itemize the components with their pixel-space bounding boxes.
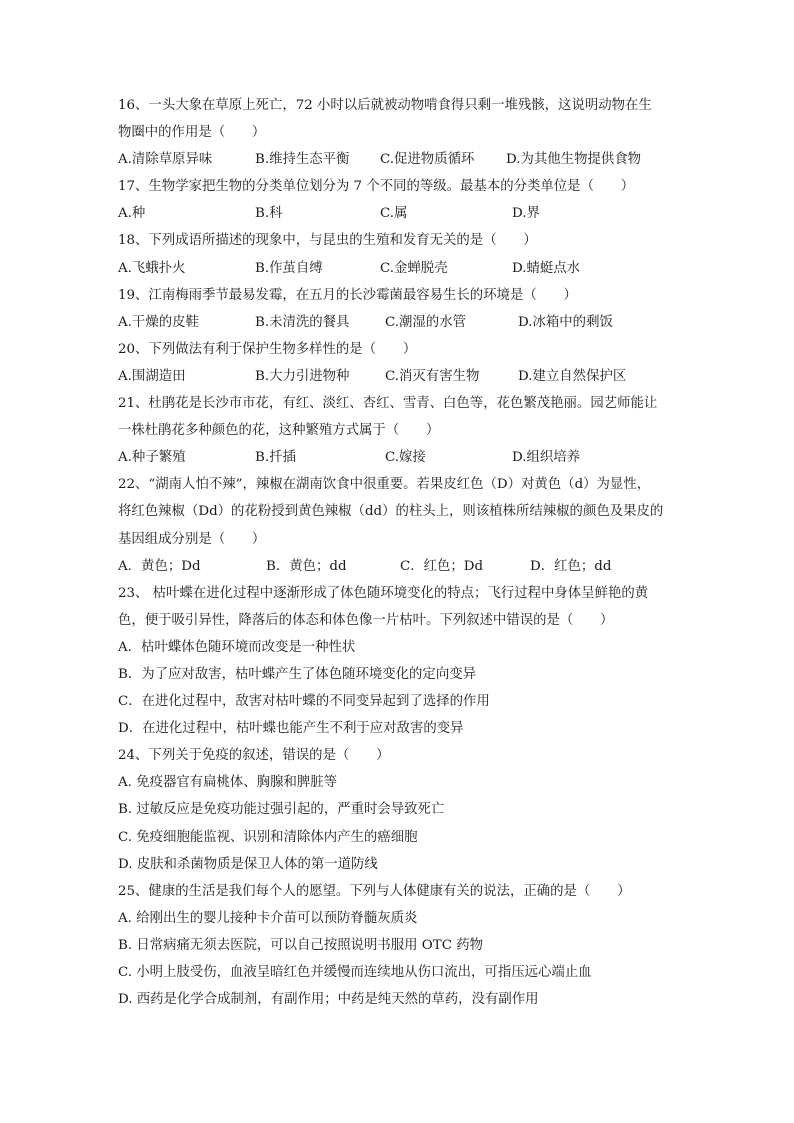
q24-option-a: A. 免疫器官有扁桃体、胸腺和脾脏等 xyxy=(118,775,338,791)
q22-option-a: A．黄色；Dd xyxy=(118,558,201,574)
q16-option-a: A.清除草原异味 xyxy=(118,152,213,168)
q23-option-b: B．为了应对敌害，枯叶蝶产生了体色随环境变化的定向变异 xyxy=(118,666,476,682)
q25-option-d: D. 西药是化学合成制剂，有副作用；中药是纯天然的草药，没有副作用 xyxy=(118,992,539,1008)
q22-option-c: C．红色；Dd xyxy=(400,558,484,574)
question-20-stem: 20、下列做法有利于保护生物多样性的是（ ） xyxy=(118,341,417,357)
q20-option-b: B.大力引进物种 xyxy=(255,368,350,384)
q17-option-c: C.属 xyxy=(380,206,408,222)
q24-option-c: C. 免疫细胞能监视、识别和清除体内产生的癌细胞 xyxy=(118,829,418,845)
question-22-stem-line-2: 将红色辣椒（Dd）的花粉授到黄色辣椒（dd）的柱头上，则该植株所结辣椒的颜色及果皮的 xyxy=(118,504,664,520)
q18-option-c: C.金蝉脱壳 xyxy=(380,260,448,276)
q16-option-c: C.促进物质循环 xyxy=(380,152,475,168)
q25-option-a: A. 给刚出生的婴儿接种卡介苗可以预防脊髓灰质炎 xyxy=(118,910,418,926)
q21-option-a: A.种子繁殖 xyxy=(118,450,186,466)
q19-option-d: D.冰箱中的剩饭 xyxy=(518,314,613,330)
q23-option-c: C．在进化过程中，敌害对枯叶蝶的不同变异起到了选择的作用 xyxy=(118,694,490,710)
q18-option-b: B.作茧自缚 xyxy=(255,260,323,276)
q18-option-a: A.飞蛾扑火 xyxy=(118,260,186,276)
question-22-options xyxy=(118,553,684,580)
question-17-options xyxy=(118,200,684,227)
q16-option-b: B.维持生态平衡 xyxy=(255,152,350,168)
question-21-stem-line-1: 21、杜鹃花是长沙市市花，有红、淡红、杏红、雪青、白色等，花色繁茂艳丽。园艺师能让 xyxy=(118,396,658,412)
question-19-options xyxy=(118,309,684,336)
question-21-options xyxy=(118,444,684,471)
question-17-stem: 17、生物学家把生物的分类单位划分为 7 个不同的等级。最基本的分类单位是（ ） xyxy=(118,179,635,195)
q23-option-a: A．枯叶蝶体色随环境而改变是一种性状 xyxy=(118,639,356,655)
question-22-stem-line-1: 22、“湖南人怕不辣”，辣椒在湖南饮食中很重要。若果皮红色（D）对黄色（d）为显性， xyxy=(118,477,651,493)
question-23-stem-line-2: 色，便于吸引异性，降落后的体态和体色像一片枯叶。下列叙述中错误的是（ ） xyxy=(118,612,614,628)
q24-option-b: B. 过敏反应是免疫功能过强引起的，严重时会导致死亡 xyxy=(118,802,445,818)
q24-option-d: D. 皮肤和杀菌物质是保卫人体的第一道防线 xyxy=(118,856,378,872)
q20-option-a: A.围湖造田 xyxy=(118,368,186,384)
question-24-stem: 24、下列关于免疫的叙述，错误的是（ ） xyxy=(118,748,390,764)
q21-option-c: C.嫁接 xyxy=(385,450,426,466)
q23-option-d: D．在进化过程中，枯叶蝶也能产生不利于应对敌害的变异 xyxy=(118,721,464,737)
question-25-stem: 25、健康的生活是我们每个人的愿望。下列与人体健康有关的说法，正确的是（ ） xyxy=(118,883,631,899)
q17-option-a: A.种 xyxy=(118,206,146,222)
q18-option-d: D.蜻蜓点水 xyxy=(512,260,581,276)
q17-option-d: D.界 xyxy=(512,206,540,222)
question-22-stem-line-3: 基因组成分别是（ ） xyxy=(118,531,266,547)
q21-option-b: B.扦插 xyxy=(255,450,296,466)
q22-option-b: B．黄色；dd xyxy=(266,558,347,574)
question-18-stem: 18、下列成语所描述的现象中，与昆虫的生殖和发育无关的是（ ） xyxy=(118,233,537,249)
q21-option-d: D.组织培养 xyxy=(512,450,581,466)
q20-option-d: D.建立自然保护区 xyxy=(518,368,627,384)
question-16-stem-line-2: 物圈中的作用是（ ） xyxy=(118,125,266,141)
q16-option-d: D.为其他生物提供食物 xyxy=(506,152,642,168)
q17-option-b: B.科 xyxy=(255,206,283,222)
question-18-options xyxy=(118,255,684,282)
q19-option-a: A.干燥的皮鞋 xyxy=(118,314,199,330)
question-23-stem-line-1: 23、 枯叶蝶在进化过程中逐渐形成了体色随环境变化的特点；飞行过程中身体呈鲜艳的黄 xyxy=(118,585,649,601)
q22-option-d: D．红色；dd xyxy=(530,558,612,574)
question-19-stem: 19、江南梅雨季节最易发霉，在五月的长沙霉菌最容易生长的环境是（ ） xyxy=(118,287,577,303)
q25-option-c: C. 小明上肢受伤，血液呈暗红色并缓慢而连续地从伤口流出，可指压远心端止血 xyxy=(118,965,592,980)
exam-page xyxy=(118,92,684,1013)
question-16-stem-line-1: 16、一头大象在草原上死亡，72 小时以后就被动物啃食得只剩一堆残骸，这说明动物在生 xyxy=(118,98,652,113)
q19-option-c: C.潮湿的水管 xyxy=(385,314,466,330)
question-20-options xyxy=(118,363,684,390)
question-16-options xyxy=(118,146,684,173)
q20-option-c: C.消灭有害生物 xyxy=(385,368,480,384)
q19-option-b: B.未清洗的餐具 xyxy=(255,314,350,330)
question-21-stem-line-2: 一株杜鹃花多种颜色的花，这种繁殖方式属于（ ） xyxy=(118,423,440,439)
q25-option-b: B. 日常病痛无须去医院，可以自己按照说明书服用 OTC 药物 xyxy=(118,937,484,953)
